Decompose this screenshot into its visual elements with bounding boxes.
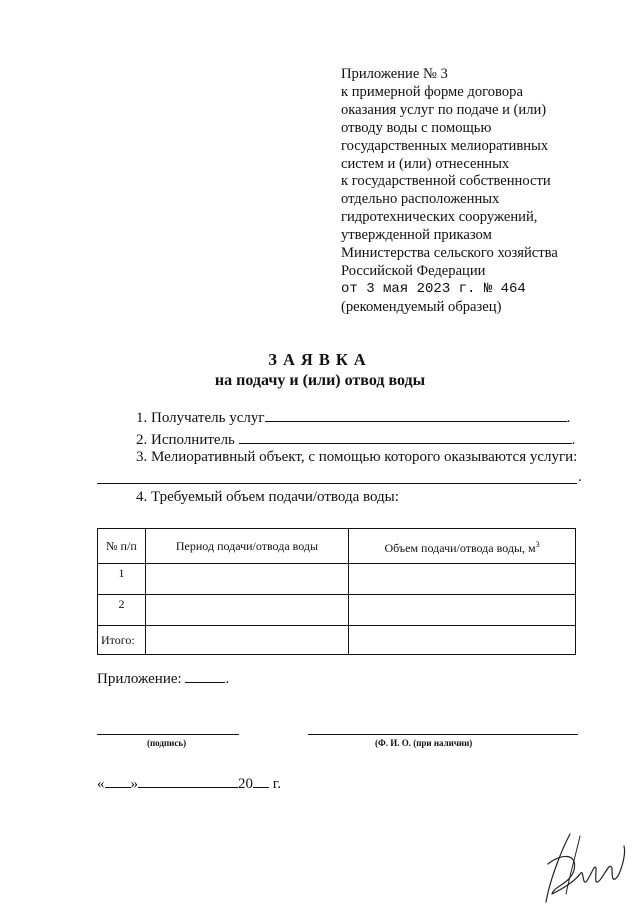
row-number: 2 (98, 595, 146, 626)
date-close-quote: » (130, 776, 138, 792)
header-num (98, 529, 146, 564)
attachment-row: Приложение: . (97, 668, 229, 688)
handwritten-signature (540, 824, 630, 909)
appendix-line: Приложение № 3 (341, 66, 448, 82)
signature-line[interactable] (97, 734, 239, 735)
object-label: 3. Мелиоративный объект, с помощью которого оказываются услуги: (136, 449, 578, 465)
document-subtitle: на подачу и (или) отвод воды (214, 372, 426, 389)
request-table (97, 528, 576, 655)
total-label: Итого: (98, 626, 146, 655)
sample-note: (рекомендуемый образец) (341, 298, 502, 315)
executor-label: 2. Исполнитель (136, 432, 235, 448)
table-header-row (98, 529, 576, 564)
object-period: . (578, 469, 582, 485)
recipient-row: 1. Получатель услуг . (136, 407, 570, 427)
table-row (98, 564, 576, 595)
signature-caption: (подпись) (147, 738, 187, 748)
appendix-header (341, 66, 601, 317)
object-field[interactable] (97, 483, 577, 484)
appendix-line: государственных мелиоративных (341, 137, 549, 154)
date-year-field[interactable] (253, 773, 269, 788)
appendix-line: к государственной собственности (341, 173, 551, 190)
object-row (136, 449, 577, 466)
volume-label: 4. Требуемый объем подачи/отвода воды: (136, 489, 399, 505)
date-year-suffix: г. (272, 776, 281, 792)
volume-cell[interactable] (349, 564, 576, 595)
date-day-field[interactable] (105, 773, 131, 788)
table-row (98, 595, 576, 626)
recipient-field[interactable] (265, 407, 567, 422)
period-cell[interactable] (145, 595, 348, 626)
total-volume-cell[interactable] (349, 626, 576, 655)
table-total-row (98, 626, 576, 655)
period-cell[interactable] (145, 564, 348, 595)
date-year-prefix: 20 (238, 776, 253, 792)
appendix-line: утвержденной приказом (341, 227, 492, 244)
appendix-line: отдельно расположенных (341, 191, 500, 208)
name-caption: (Ф. И. О. (при наличии) (375, 738, 473, 748)
document-title: ЗАЯВКА (268, 350, 372, 369)
date-month-field[interactable] (138, 773, 238, 788)
header-volume (349, 529, 576, 564)
header-volume-text: Объем подачи/отвода воды, м (384, 540, 536, 555)
recipient-label: 1. Получатель услуг (136, 410, 265, 426)
appendix-line: систем и (или) отнесенных (341, 155, 510, 172)
appendix-line: Российской Федерации (341, 262, 486, 279)
order-reference: от 3 мая 2023 г. № 464 (341, 280, 526, 297)
appendix-line: к примерной форме договора (341, 83, 523, 100)
appendix-line: отводу воды с помощью (341, 119, 492, 136)
header-period: Период подачи/отвода воды (145, 529, 348, 564)
header-volume-sup: 3 (535, 539, 540, 549)
appendix-line: оказания услуг по подаче и (или) (341, 101, 547, 118)
executor-row: 2. Исполнитель . (136, 429, 575, 449)
attachment-label: Приложение: (97, 671, 182, 687)
executor-field[interactable] (239, 429, 572, 444)
appendix-line: Министерства сельского хозяйства (341, 245, 558, 262)
volume-cell[interactable] (349, 595, 576, 626)
appendix-line: гидротехнических сооружений, (341, 209, 538, 226)
attachment-field[interactable] (185, 668, 225, 683)
total-period-cell[interactable] (145, 626, 348, 655)
header-num-text: № п/п (106, 539, 137, 553)
date-open-quote: « (97, 776, 105, 792)
row-number: 1 (98, 564, 146, 595)
volume-row (136, 489, 399, 506)
date-row (97, 773, 281, 793)
name-line[interactable] (308, 734, 578, 735)
